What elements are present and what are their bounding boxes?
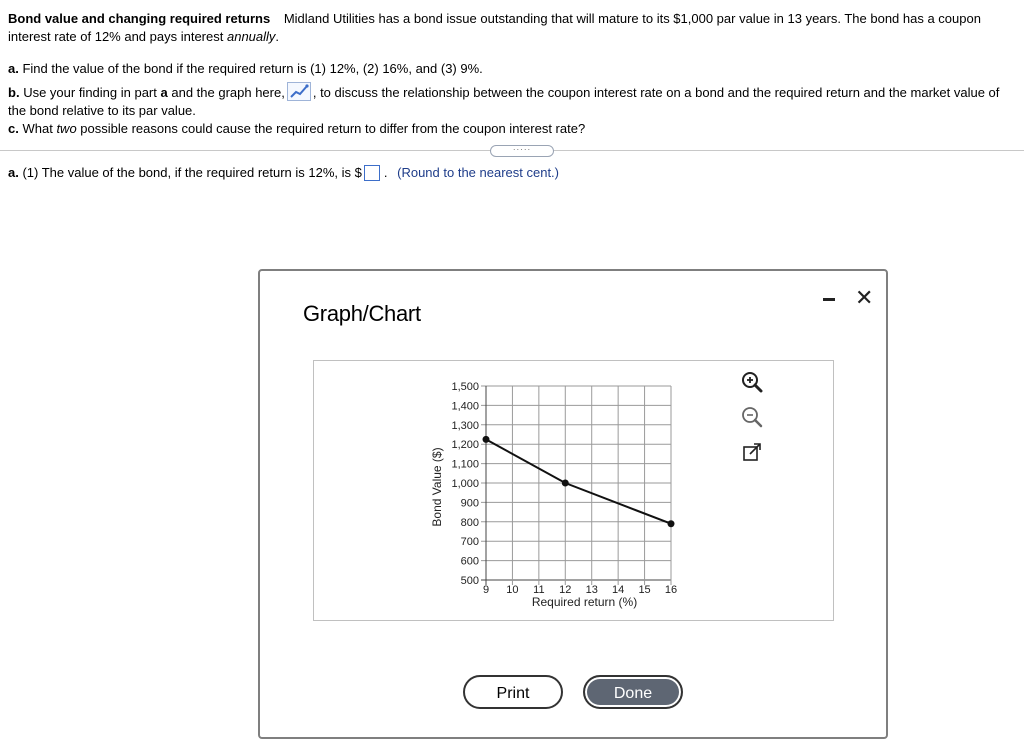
done-button[interactable]: Done (583, 675, 683, 709)
x-tick-label: 12 (559, 584, 572, 596)
zoom-in-icon (739, 369, 765, 395)
y-axis-label: Bond Value ($) (430, 447, 444, 527)
part-c (8, 120, 1016, 138)
problem-title: Bond value and changing required returns (8, 11, 271, 26)
part-a-label: a. (8, 61, 19, 76)
graph-icon[interactable] (287, 82, 311, 101)
zoom-in-button[interactable] (739, 369, 765, 395)
x-tick-label: 15 (638, 584, 651, 596)
y-tick-label: 500 (460, 575, 479, 587)
x-tick-label: 11 (533, 584, 545, 596)
y-tick-label: 1,100 (451, 458, 479, 471)
problem-intro (8, 10, 1016, 46)
print-button[interactable]: Print (463, 675, 563, 709)
part-a (8, 60, 1016, 78)
part-c-label: c. (8, 121, 19, 136)
show-more-button[interactable]: ····· (490, 145, 554, 157)
x-tick-label: 16 (664, 584, 678, 596)
part-b-label: b. (8, 85, 20, 100)
answer-period: . (383, 165, 388, 180)
part-c-text-2: possible reasons could cause the required return to differ from the coupon interest rate? (80, 121, 586, 136)
data-point (668, 520, 675, 527)
x-tick-label: 10 (506, 584, 519, 596)
graph-chart-dialog (258, 269, 888, 739)
y-tick-label: 600 (460, 555, 479, 568)
part-b-text-1: Use your finding in part (23, 85, 157, 100)
minimize-button[interactable] (820, 289, 838, 309)
series-line (486, 439, 671, 523)
part-c-text-1: What (22, 121, 53, 136)
answer-line (8, 163, 559, 183)
y-tick-label: 1,200 (451, 439, 479, 452)
part-a-text: Find the value of the bond if the required return is (1) 12%, (2) 16%, and (3) 9%. (22, 61, 483, 76)
dialog-title: Graph/Chart (303, 301, 421, 326)
y-tick-label: 900 (460, 497, 479, 510)
x-tick-label: 9 (482, 584, 490, 596)
x-tick-label: 14 (612, 584, 625, 596)
part-c-emphasis: two (56, 121, 77, 136)
problem-intro-end: . (275, 29, 280, 44)
y-tick-label: 1,500 (451, 381, 479, 393)
zoom-out-button[interactable] (739, 404, 765, 430)
popout-icon (739, 440, 765, 466)
y-tick-label: 1,000 (451, 478, 479, 490)
data-point (483, 436, 490, 443)
rounding-hint: (Round to the nearest cent.) (397, 165, 559, 180)
y-tick-label: 1,400 (451, 400, 479, 413)
answer-prompt: (1) The value of the bond, if the required return is 12%, is $ (22, 165, 362, 180)
answer-label: a. (8, 165, 19, 180)
minimize-icon (823, 298, 835, 301)
bond-value-input[interactable] (364, 165, 380, 181)
problem-statement (8, 10, 1016, 138)
zoom-out-icon (739, 404, 765, 430)
part-b-bold: a (160, 85, 168, 100)
part-b-text-3: , to discuss the relationship between the coupon interest rate on a bond and the required return and the market value of the bond relative to its par value. (8, 85, 1000, 118)
part-b-text-2: and the graph here, (171, 85, 285, 100)
y-tick-label: 1,300 (451, 419, 479, 432)
data-point (562, 480, 569, 487)
y-tick-label: 700 (460, 536, 479, 549)
problem-intro-text: Midland Utilities has a bond issue outstanding that will mature to its $1,000 par value in 13 years. The bond has a coupon interest rate of 12% and pays interest (8, 11, 981, 44)
part-b (8, 82, 1016, 120)
x-axis-label: Required return (%) (531, 595, 638, 609)
popout-button[interactable] (739, 440, 765, 466)
chart-frame (313, 360, 834, 621)
bond-value-chart (314, 361, 833, 620)
close-button[interactable]: ✕ (855, 285, 874, 310)
x-tick-label: 13 (585, 584, 598, 596)
y-tick-label: 800 (460, 516, 479, 529)
problem-intro-emphasis: annually (226, 29, 276, 44)
